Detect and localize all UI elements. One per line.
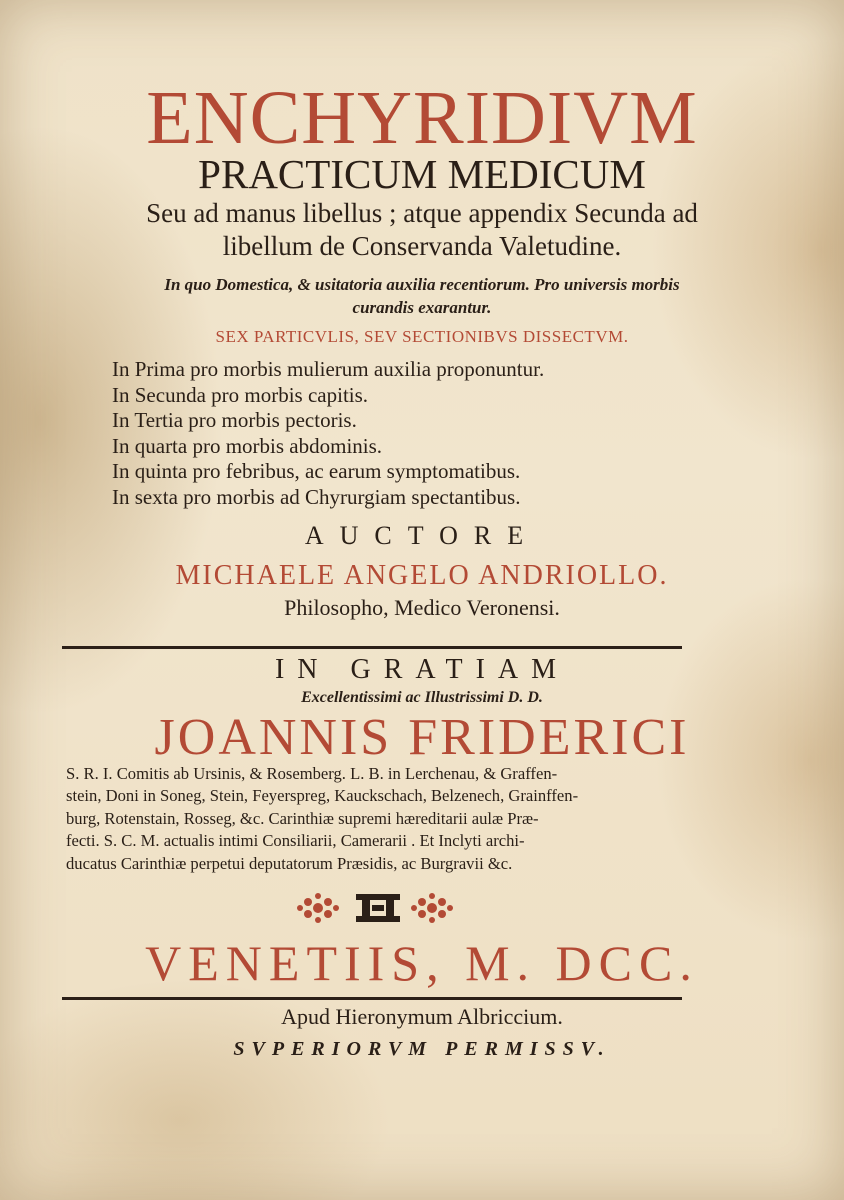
dedicatee-name: JOANNIS FRIDERICI <box>154 709 690 766</box>
italic-line-2: curandis exarantur. <box>352 298 492 317</box>
section-item: In Tertia pro morbis pectoris. <box>112 408 357 432</box>
section-item: In quinta pro febribus, ac earum symptomatibus. <box>112 459 521 483</box>
book-subtitle: PRACTICUM MEDICUM <box>198 151 646 197</box>
printers-ornament-icon <box>0 888 844 928</box>
in-gratiam: IN GRATIAM <box>274 654 570 685</box>
dedication-line: ducatus Carinthiæ perpetui deputatorum Præsidis, ac Burgravii &c. <box>66 853 513 873</box>
auctore-label: AUCTORE <box>304 521 540 550</box>
sections-heading: SEX PARTICVLIS, SEV SECTIONIBVS DISSECTVM. <box>215 327 629 346</box>
author-title: Philosopho, Medico Veronensi. <box>284 595 560 620</box>
dedication-line: stein, Doni in Soneg, Stein, Feyerspreg, Kauckschach, Belzenech, Grainffen- <box>66 786 579 806</box>
permission-line: SVPERIORVM PERMISSV. <box>233 1038 611 1060</box>
subtitle-line-2: libellum de Conservanda Valetudine. <box>222 231 622 261</box>
section-item: In Secunda pro morbis capitis. <box>112 382 369 407</box>
publisher-line: Apud Hieronymum Albriccium. <box>281 1004 563 1029</box>
section-item: In quarta pro morbis abdominis. <box>112 433 383 458</box>
subtitle-line-1: Seu ad manus libellus ; atque appendix Secunda ad <box>146 198 698 228</box>
author-name: MICHAELE ANGELO ANDRIOLLO. <box>175 560 669 591</box>
section-item: In Prima pro morbis mulierum auxilia proponuntur. <box>112 357 545 381</box>
imprint-place-date: VENETIIS, M. DCC. <box>145 935 699 991</box>
dedication-line: S. R. I. Comitis ab Ursinis, & Rosemberg. L. B. in Lerchenau, & Graffen- <box>66 764 558 783</box>
book-title: ENCHYRIDIVM <box>146 76 698 160</box>
italic-line-1: In quo Domestica, & usitatoria auxilia recentiorum. Pro universis morbis <box>164 275 680 294</box>
sections-list <box>112 357 752 510</box>
excellentissimi-line: Excellentissimi ac Illustrissimi D. D. <box>301 689 543 706</box>
dedication-line: burg, Rotenstain, Rosseg, &c. Carinthiæ supremi hæreditarii aulæ Præ- <box>66 808 539 828</box>
dedication-paragraph <box>66 763 686 875</box>
divider-rule <box>62 997 682 1000</box>
dedication-line: fecti. S. C. M. actualis intimi Consiliarii, Camerarii . Et Inclyti archi- <box>66 831 525 851</box>
section-item: In sexta pro morbis ad Chyrurgiam spectantibus. <box>112 484 521 509</box>
divider-rule <box>62 646 682 649</box>
